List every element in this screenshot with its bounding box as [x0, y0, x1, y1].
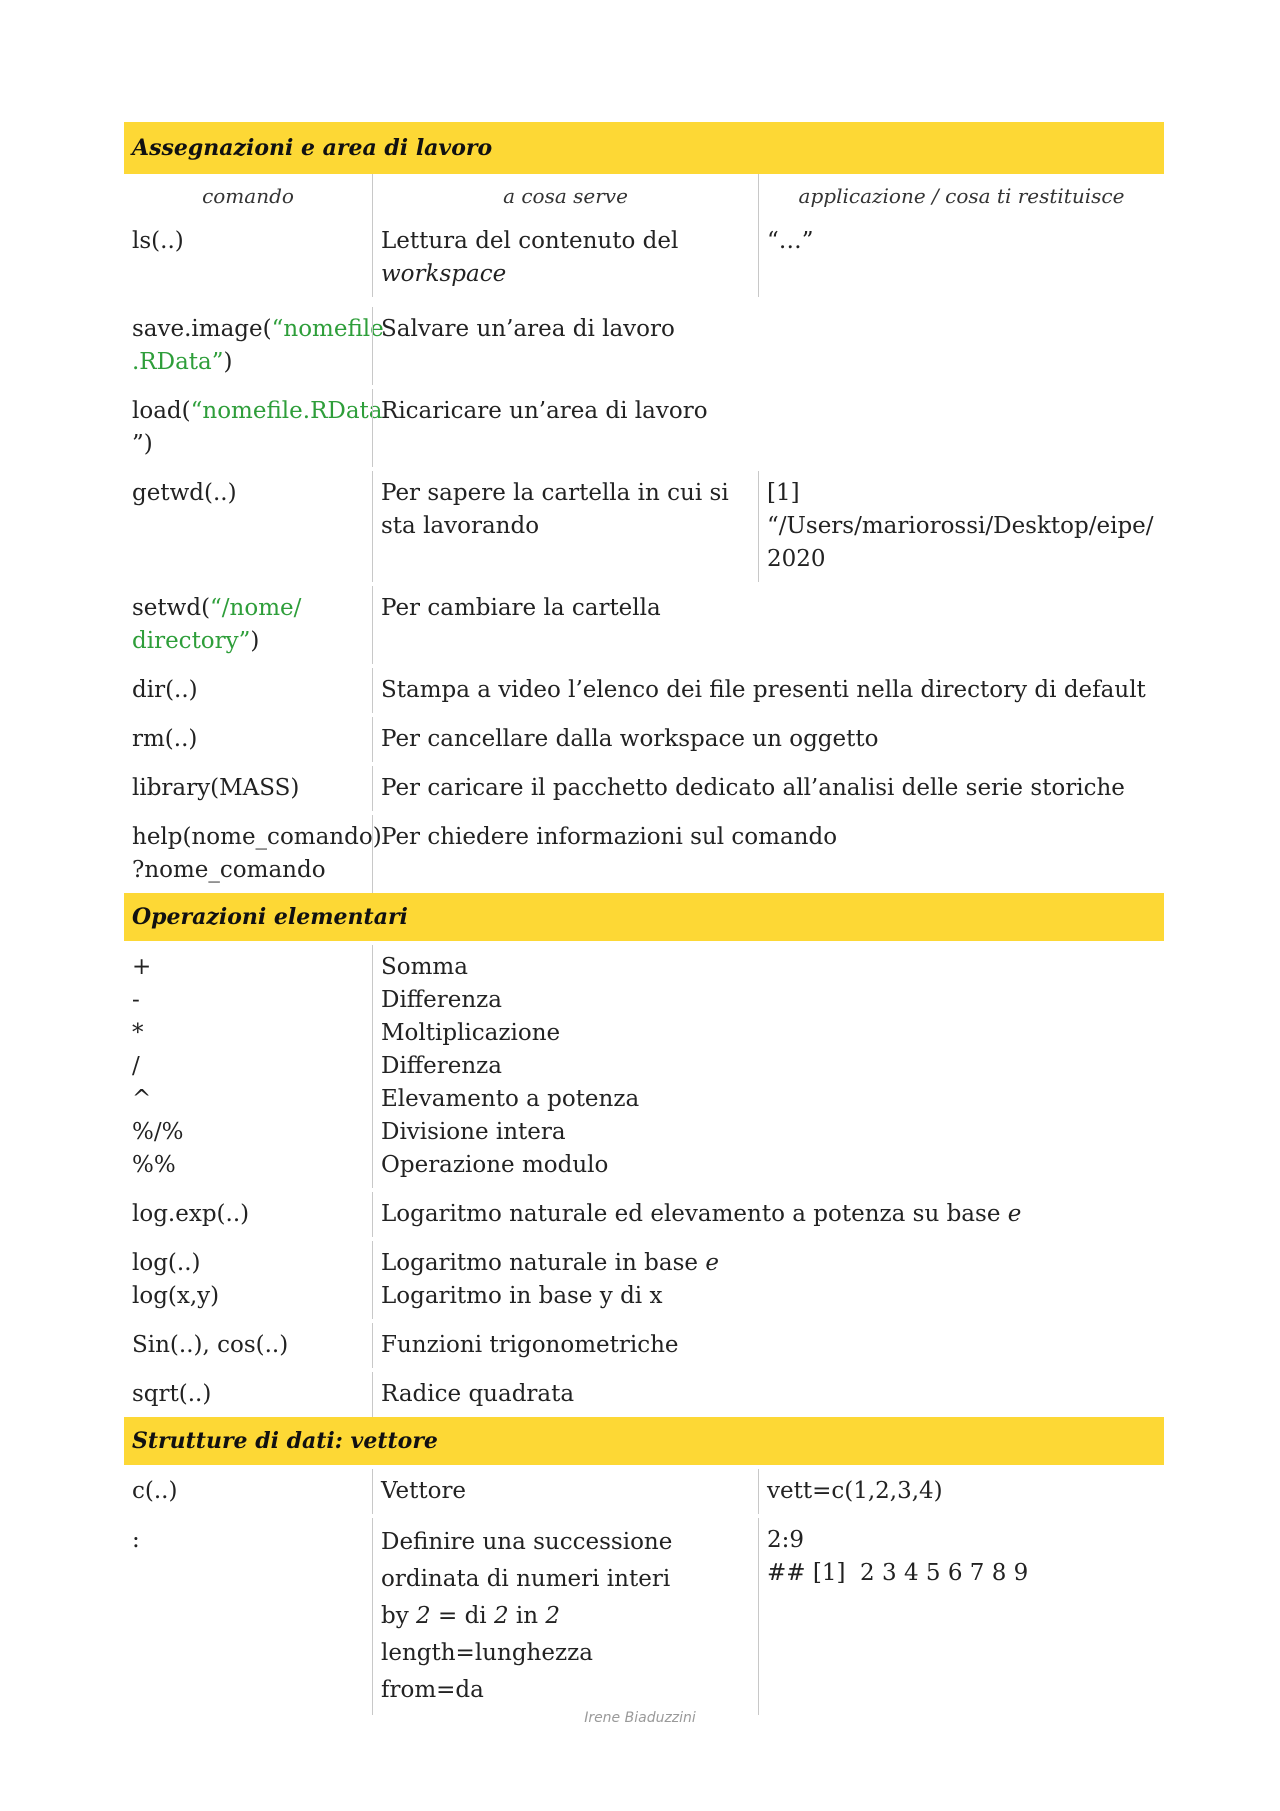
desc-seq: Definire una successione ordinata di numeri interi by 2 = di 2 in 2 length=lunghezza from=da	[372, 1518, 758, 1715]
op-symbol: +	[132, 954, 152, 980]
seq-length: length=lunghezza	[381, 1640, 593, 1666]
ops-symbols	[124, 945, 372, 1188]
column-headers	[124, 174, 1164, 219]
desc-trig: Funzioni trigonometriche	[372, 1323, 1164, 1368]
op-symbol: ^	[132, 1086, 152, 1112]
op-name: Differenza	[381, 1053, 502, 1079]
cheat-sheet	[124, 122, 1164, 1715]
seq-by: by 2 = di 2 in 2	[381, 1603, 561, 1629]
op-symbol: %%	[132, 1152, 176, 1178]
section-header-workspace: Assegnazioni e area di lavoro	[124, 122, 1164, 174]
op-name: Differenza	[381, 987, 502, 1013]
op-name: Operazione modulo	[381, 1152, 609, 1178]
app-getwd: [1] “/Users/mariorossi/Desktop/eipe/ 2020	[758, 471, 1164, 582]
table-row	[124, 471, 1164, 582]
desc-c: Vettore	[372, 1469, 758, 1514]
table-row	[124, 1518, 1164, 1715]
header-a-cosa-serve: a cosa serve	[372, 174, 758, 219]
table-row	[124, 815, 1164, 893]
header-comando: comando	[202, 184, 294, 208]
table-row	[124, 766, 1164, 811]
desc-library: Per caricare il pacchetto dedicato all’analisi delle serie storiche	[372, 766, 1164, 811]
table-row	[124, 945, 1164, 1188]
desc-dir: Stampa a video l’elenco dei file presenti nella directory di default	[372, 668, 1164, 713]
desc-setwd: Per cambiare la cartella	[372, 586, 1164, 664]
footer-author: Irene Biaduzzini	[584, 1710, 696, 1726]
desc-help: Per chiedere informazioni sul comando	[372, 815, 1164, 893]
cmd-ls: ls(..)	[132, 228, 184, 254]
cmd-rm: rm(..)	[132, 726, 198, 752]
cmd-help: help(nome_comando) ?nome_comando	[132, 824, 382, 883]
table-row	[124, 307, 1164, 385]
desc-sqrt: Radice quadrata	[372, 1372, 1164, 1417]
table-row	[124, 1323, 1164, 1368]
app-c: vett=c(1,2,3,4)	[758, 1469, 1164, 1514]
cmd-setwd: setwd(“/nome/ directory”)	[132, 595, 302, 654]
cmd-log-exp: log.exp(..)	[132, 1201, 250, 1227]
table-row	[124, 1241, 1164, 1319]
op-name: Moltiplicazione	[381, 1020, 561, 1046]
section-header-ops: Operazioni elementari	[124, 893, 1164, 941]
cmd-seq: :	[132, 1527, 140, 1553]
table-row	[124, 717, 1164, 762]
table-row	[124, 1372, 1164, 1417]
desc-save-image: Salvare un’area di lavoro	[372, 307, 1164, 385]
op-name: Somma	[381, 954, 468, 980]
desc-log-exp: Logaritmo naturale ed elevamento a potenza su base e	[372, 1192, 1164, 1237]
ops-names	[372, 945, 1164, 1188]
op-name: Elevamento a potenza	[381, 1086, 640, 1112]
cmd-save-image: save.image(“nomefile .RData”)	[132, 316, 384, 375]
desc-log: Logaritmo naturale in base e Logaritmo in base y di x	[372, 1241, 1164, 1319]
op-symbol: %/%	[132, 1119, 184, 1145]
op-symbol: *	[132, 1020, 144, 1046]
table-row	[124, 586, 1164, 664]
app-seq: 2:9 ## [1] 2 3 4 5 6 7 8 9	[758, 1518, 1164, 1715]
table-row	[124, 219, 1164, 297]
cmd-library: library(MASS)	[132, 775, 300, 801]
section-header-vector: Strutture di dati: vettore	[124, 1417, 1164, 1465]
desc-rm: Per cancellare dalla workspace un oggetto	[372, 717, 1164, 762]
cmd-load: load(“nomefile.RData ”)	[132, 398, 383, 457]
table-row	[124, 389, 1164, 467]
table-row	[124, 668, 1164, 713]
cmd-c: c(..)	[132, 1478, 178, 1504]
table-row	[124, 1469, 1164, 1514]
desc-ls: Lettura del contenuto del workspace	[372, 219, 758, 297]
table-row	[124, 1192, 1164, 1237]
cmd-dir: dir(..)	[132, 677, 198, 703]
cmd-sqrt: sqrt(..)	[132, 1381, 212, 1407]
op-symbol: /	[132, 1053, 140, 1079]
cmd-getwd: getwd(..)	[132, 480, 237, 506]
cmd-trig: Sin(..), cos(..)	[132, 1332, 289, 1358]
seq-from: from=da	[381, 1677, 484, 1703]
cmd-log: log(..) log(x,y)	[132, 1250, 220, 1309]
app-ls: “…”	[758, 219, 1164, 297]
header-applicazione: applicazione / cosa ti restituisce	[758, 174, 1164, 219]
op-symbol: -	[132, 987, 140, 1013]
desc-load: Ricaricare un’area di lavoro	[372, 389, 1164, 467]
op-name: Divisione intera	[381, 1119, 566, 1145]
desc-getwd: Per sapere la cartella in cui si sta lavorando	[372, 471, 758, 582]
